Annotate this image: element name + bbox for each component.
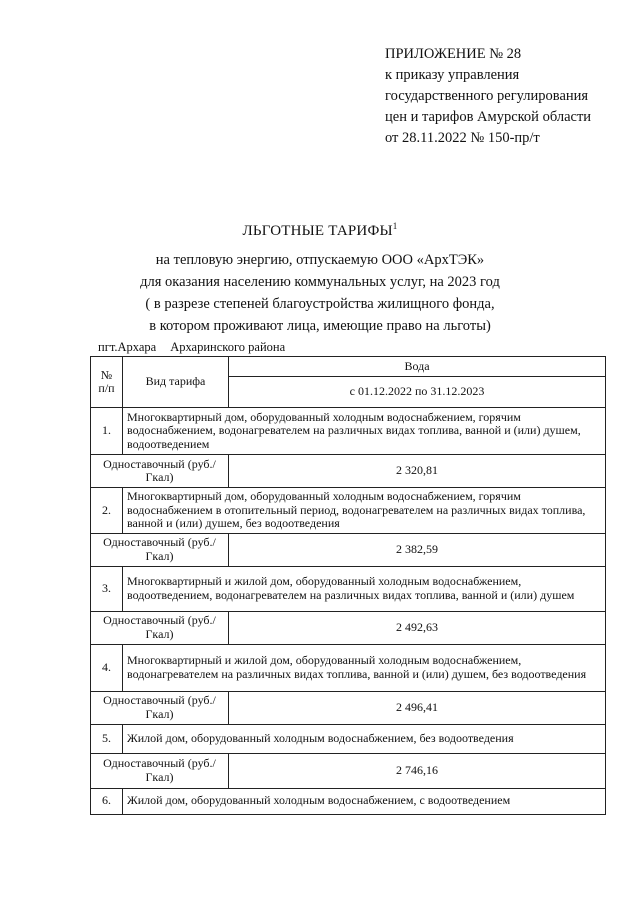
title-text: ЛЬГОТНЫЕ ТАРИФЫ	[242, 223, 393, 239]
subtitle-line: на тепловую энергию, отпускаемую ООО «АрхТЭК»	[155, 252, 485, 268]
header-group: Вода	[229, 357, 606, 377]
subtitle-line: ( в разрезе степеней благоустройства жилищного фонда,	[145, 296, 495, 312]
table-row	[91, 611, 606, 644]
appendix-line: к приказу управления	[385, 67, 520, 83]
row-tariff-label: Одноставочный (руб./Гкал)	[91, 691, 229, 724]
place-label	[98, 340, 285, 355]
appendix-line: цен и тарифов Амурской области	[385, 109, 592, 125]
tariff-table	[90, 356, 606, 815]
table-row	[91, 753, 606, 788]
row-value: 2 382,59	[229, 533, 606, 566]
row-description: Жилой дом, оборудованный холодным водоснабжением, с водоотведением	[123, 788, 606, 814]
appendix-line: ПРИЛОЖЕНИЕ № 28	[385, 46, 522, 62]
row-description: Многоквартирный и жилой дом, оборудованный холодным водоснабжением, водонагревателем на различных видах топлива, ванной и (или) душем, без водоотведения	[123, 644, 606, 691]
subtitle-line: для оказания населению коммунальных услуг, на 2023 год	[140, 274, 500, 290]
row-description: Жилой дом, оборудованный холодным водоснабжением, без водоотведения	[123, 724, 606, 753]
row-num: 5.	[91, 724, 123, 753]
row-value: 2 496,41	[229, 691, 606, 724]
appendix-line: от 28.11.2022 № 150-пр/т	[385, 130, 540, 146]
district: Архаринского района	[170, 340, 286, 354]
row-value: 2 492,63	[229, 611, 606, 644]
header-type: Вид тарифа	[123, 357, 229, 408]
table-row	[91, 455, 606, 488]
row-tariff-label: Одноставочный (руб./Гкал)	[91, 753, 229, 788]
row-tariff-label: Одноставочный (руб./Гкал)	[91, 611, 229, 644]
row-value: 2 320,81	[229, 455, 606, 488]
row-value: 2 746,16	[229, 753, 606, 788]
row-tariff-label: Одноставочный (руб./Гкал)	[91, 533, 229, 566]
settlement: пгт.Архара	[98, 340, 157, 354]
table-row	[91, 691, 606, 724]
row-tariff-label: Одноставочный (руб./Гкал)	[91, 455, 229, 488]
row-num: 2.	[91, 488, 123, 534]
title-footnote: 1	[392, 221, 398, 231]
header-num: № п/п	[91, 357, 123, 408]
table-header-row	[91, 357, 606, 377]
table-row	[91, 408, 606, 455]
row-description: Многоквартирный дом, оборудованный холодным водоснабжением, горячим водоснабжением в отопительный период, водонагревателем на различных видах топлива, ванной и (или) душем, без водоотведения	[123, 488, 606, 534]
document-subtitle	[0, 249, 640, 337]
row-description: Многоквартирный дом, оборудованный холодным водоснабжением, горячим водоснабжением, водонагревателем на различных видах топлива, ванной и (или) душем, водоотведением	[123, 408, 606, 455]
appendix-block	[385, 44, 630, 149]
appendix-line: государственного регулирования	[385, 88, 589, 104]
table-row	[91, 788, 606, 814]
table-row	[91, 724, 606, 753]
row-num: 1.	[91, 408, 123, 455]
header-period: с 01.12.2022 по 31.12.2023	[229, 377, 606, 408]
table-row	[91, 533, 606, 566]
subtitle-line: в котором проживают лица, имеющие право на льготы)	[149, 318, 491, 334]
table-row	[91, 488, 606, 534]
row-num: 4.	[91, 644, 123, 691]
document-title	[0, 223, 640, 240]
table-row	[91, 566, 606, 611]
table-row	[91, 644, 606, 691]
row-description: Многоквартирный и жилой дом, оборудованный холодным водоснабжением, водоотведением, водонагревателем на различных видах топлива, ванной и (или) душем	[123, 566, 606, 611]
row-num: 3.	[91, 566, 123, 611]
row-num: 6.	[91, 788, 123, 814]
